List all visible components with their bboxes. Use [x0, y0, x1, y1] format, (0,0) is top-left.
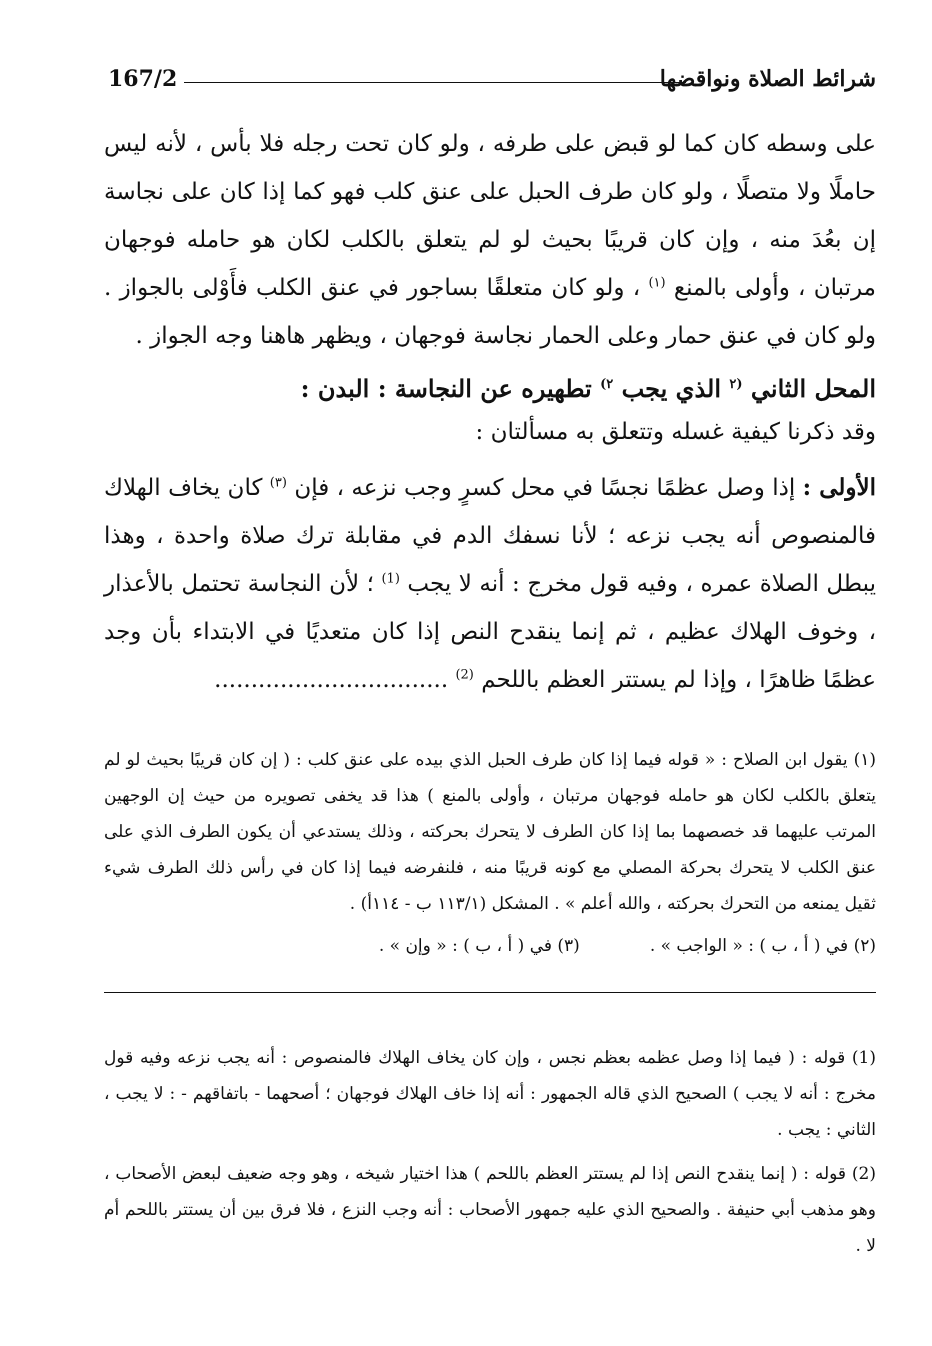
section-heading: المحل الثاني $^{(٢}$ الذي يجب $^{٢)}$ تطهيره عن النجاسة : البدن :: [300, 374, 876, 403]
footnote: (2) قوله : ( إنما ينقدح النص إذا لم يستتر العظم باللحم ) هذا اختيار شيخه ، وهو وجه ضعيف لبعض الأصحاب ، وهو مذهب أبي حنيفة . والصحيح الذي عليه جمهور الأصحاب : أنه وجب النزع ، فلا فرق بين أن يستتر باللحم أم لا .: [104, 1164, 876, 1256]
footnote-row: [104, 928, 876, 964]
footnote-ref: (٣): [269, 475, 287, 491]
footnote-ref: (1): [381, 571, 400, 587]
continuation-dots: ................................: [214, 667, 449, 693]
chapter-title: شرائط الصلاة ونواقضها: [659, 66, 876, 92]
footnote: (٢) في ( أ ، ب ) : « الواجب » .: [649, 936, 876, 956]
editor-footnotes: [104, 742, 876, 964]
intro-line: وقد ذكرنا كيفية غسله وتتعلق به مسألتان :: [475, 419, 876, 445]
footnote: (٣) في ( أ ، ب ) : « وإن » .: [378, 936, 580, 956]
footnote: (1) قوله : ( فيما إذا وصل عظمه بعظم نجس ، وإن كان يخاف الهلاك فالمنصوص : أنه يجب نزعه وفيه قول مخرج : أنه لا يجب ) الصحيح الذي قاله الجمهور : أنه إذا خاف الهلاك فوجهان ؛ أصحهما - باتفاقهم - : لا يجب ، الثاني : يجب .: [104, 1048, 876, 1140]
footnote-ref: ٢): [600, 377, 614, 392]
footnote-ref: (١): [648, 275, 666, 291]
page-number: 167/2: [108, 66, 178, 92]
paragraph-text: ، ولو كان متعلقًا بساجور في عنق الكلب فأَوْلى بالجواز . ولو كان في عنق حمار وعلى الحمار نجاسة فوجهان ، ويظهر هاهنا وجه الجواز .: [104, 275, 876, 349]
footnote-separator: [104, 992, 876, 993]
footnote: (١) يقول ابن الصلاح : « قوله فيما إذا كان طرف الحبل الذي بيده على عنق كلب : ( إن كان قريبًا بحيث لو لم يتعلق بالكلب لكان هو حامله فوجهان مرتبان ، وأولى بالمنع ) هذا قد يخفى تصويره من حيث إن الوجهين المرتب عليهما قد خصصهما بما إذا كان الطرف لا يتحرك بحركته ، وذلك يستدعي أن يكون الطرف الذي على عنق الكلب لا يتحرك بحركة المصلي مع كونه قريبًا منه ، فلنفرضه فيما إذا كان في رأس ذلك الطرف شيء ثقيل يمنعه من التحرك بحركته ، والله أعلم » . المشكل (١١٣/١ ب - ١١٤أ) .: [104, 750, 876, 914]
running-header: [108, 66, 876, 102]
footnote-ref: (2): [455, 667, 474, 683]
footnote-ref: (٢: [729, 377, 743, 392]
commentary-footnotes: [104, 1040, 876, 1264]
paragraph: [104, 120, 876, 360]
paragraph: الأولى : إذا وصل عظمًا نجسًا في محل كسرٍ وجب نزعه ، فإن $^{(٣)}$ كان يخاف الهلاك فالمنصوص أنه يجب نزعه ؛ لأنا نسفك الدم في مقابلة ترك صلاة واحدة ، وهذا يبطل الصلاة عمره ، وفيه قول مخرج : أنه لا يجب $^{(1)}$ ؛ لأن النجاسة تحتمل بالأعذار ، وخوف الهلاك عظيم ، ثم إنما ينقدح النص إذا كان متعديًا في الابتداء بأن وجد عظمًا ظاهرًا ، وإذا لم يستتر العظم باللحم $^{(2)}$ ................................: [104, 474, 877, 693]
main-text: [104, 120, 876, 704]
issue-label: الأولى :: [802, 474, 877, 501]
paragraph-text: على وسطه كان كما لو قبض على طرفه ، ولو كان تحت رجله فلا بأس ، لأنه ليس حاملًا ولا متصلًا ، ولو كان طرف الحبل على عنق كلب فهو كما إذا كان على نجاسة إن بعُدَ منه ، وإن كان قريبًا بحيث لو لم يتعلق بالكلب لكان هو حامله فوجهان مرتبان ، وأولى بالمنع: [104, 131, 876, 301]
header-rule: [184, 82, 686, 83]
